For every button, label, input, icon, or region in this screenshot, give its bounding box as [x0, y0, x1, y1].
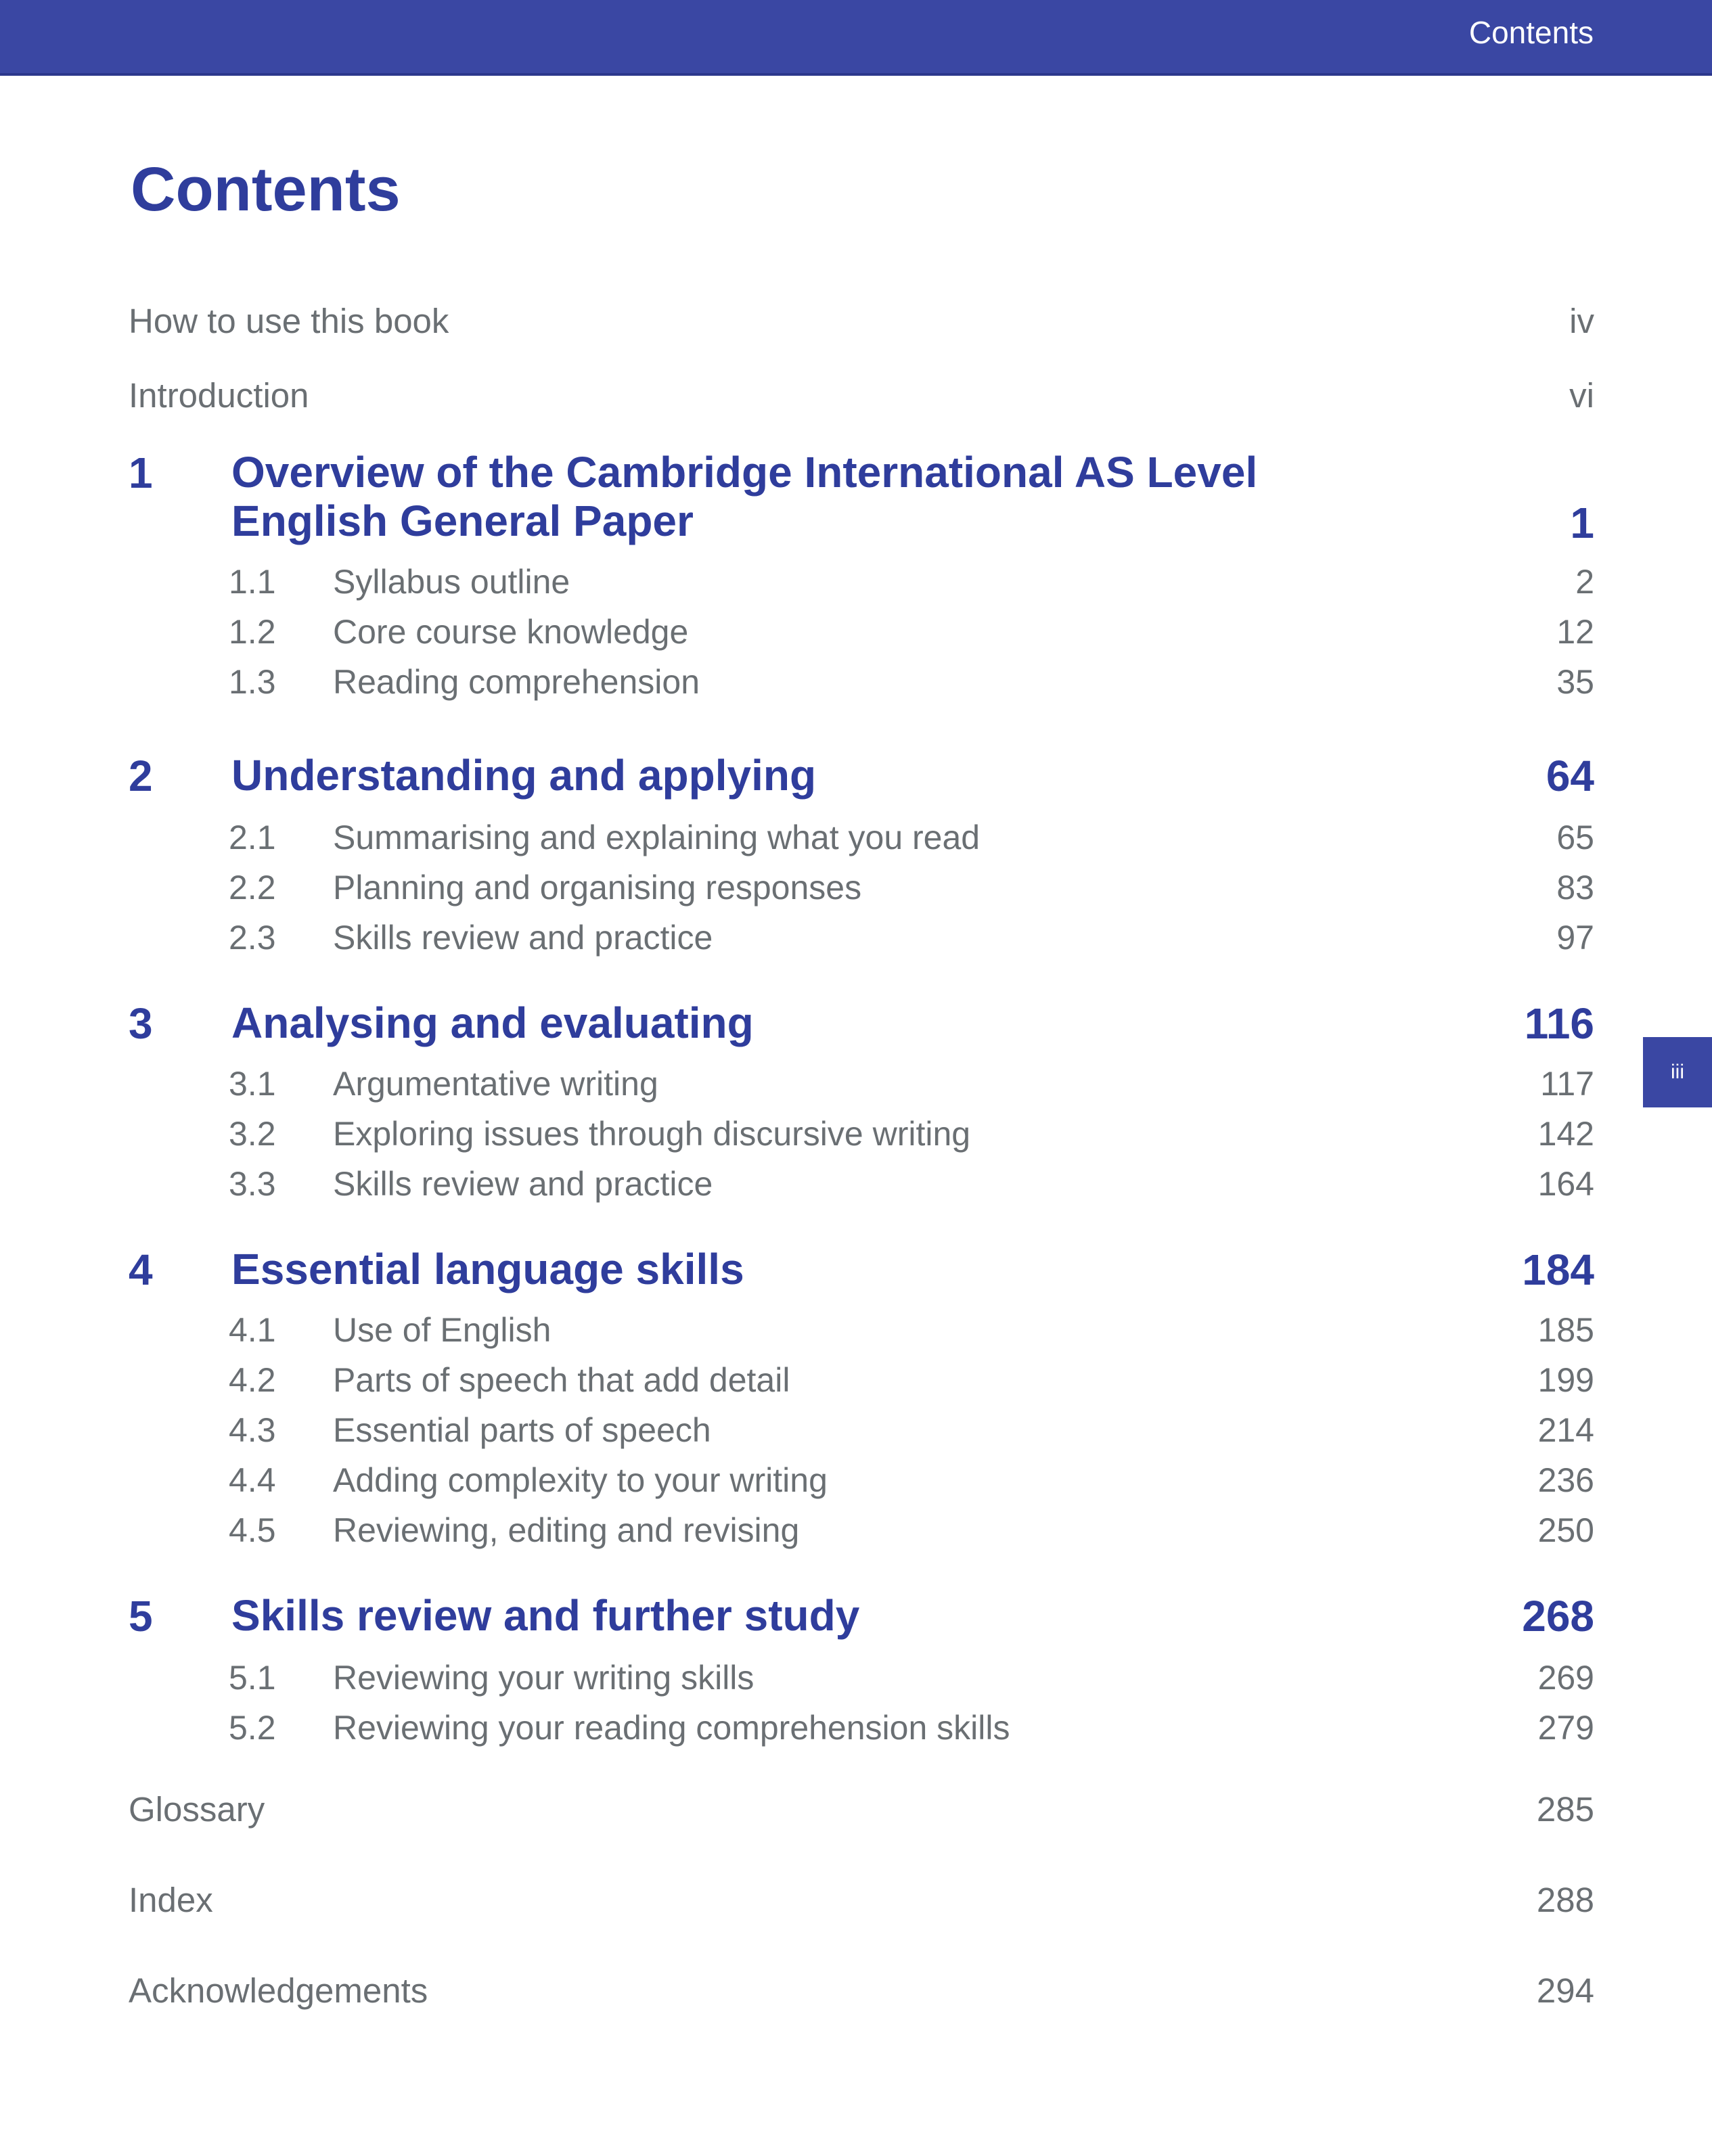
section-entry[interactable] — [229, 1307, 1594, 1353]
section-page: 214 — [1537, 1411, 1594, 1449]
section-title: Skills review and practice — [333, 919, 713, 957]
chapter-number: 3 — [129, 999, 153, 1048]
section-title: Exploring issues through discursive writing — [333, 1115, 971, 1153]
section-entry[interactable] — [229, 1457, 1594, 1503]
section-entry[interactable] — [229, 559, 1594, 605]
section-title: Reading comprehension — [333, 663, 700, 701]
section-page: 279 — [1537, 1709, 1594, 1747]
section-page: 117 — [1540, 1065, 1594, 1103]
chapter-page: 184 — [1522, 1245, 1594, 1294]
section-page: 97 — [1556, 919, 1594, 957]
section-entry[interactable] — [229, 1655, 1594, 1701]
chapter-page: 268 — [1522, 1592, 1594, 1641]
section-page: 65 — [1556, 819, 1594, 856]
toc-entry-how-to-use[interactable] — [129, 298, 1594, 345]
section-number: 3.3 — [229, 1165, 276, 1203]
toc-entry-title: Glossary — [129, 1790, 265, 1829]
running-head: Contents — [1468, 15, 1594, 50]
chapter-title[interactable]: Skills review and further study — [231, 1591, 860, 1640]
section-title: Use of English — [333, 1311, 551, 1349]
chapter-title[interactable]: Essential language skills — [231, 1245, 744, 1293]
section-title: Adding complexity to your writing — [333, 1461, 828, 1499]
section-entry[interactable] — [229, 1061, 1594, 1107]
toc-entry-acknowledgements[interactable] — [129, 1967, 1594, 2015]
section-page: 250 — [1537, 1511, 1594, 1549]
section-page: 83 — [1556, 869, 1594, 907]
section-entry[interactable] — [229, 915, 1594, 961]
section-page: 142 — [1537, 1115, 1594, 1153]
chapter-number: 2 — [129, 752, 153, 800]
section-page: 164 — [1537, 1165, 1594, 1203]
toc-entry-title: Introduction — [129, 376, 309, 415]
chapter-page: 1 — [1570, 499, 1594, 547]
section-number: 2.3 — [229, 919, 276, 957]
section-number: 1.2 — [229, 613, 276, 651]
section-title: Parts of speech that add detail — [333, 1361, 790, 1399]
section-number: 5.2 — [229, 1709, 276, 1747]
section-title: Skills review and practice — [333, 1165, 713, 1203]
toc-entry-page: 285 — [1536, 1790, 1594, 1829]
section-number: 1.1 — [229, 563, 276, 601]
section-title: Syllabus outline — [333, 563, 570, 601]
section-number: 4.5 — [229, 1511, 276, 1549]
section-title: Reviewing your writing skills — [333, 1659, 754, 1697]
toc-entry-page: 294 — [1536, 1971, 1594, 2010]
page-number-tab: iii — [1643, 1037, 1712, 1107]
section-number: 5.1 — [229, 1659, 276, 1697]
section-entry[interactable] — [229, 659, 1594, 705]
section-page: 2 — [1575, 563, 1594, 601]
toc-entry-title: Acknowledgements — [129, 1971, 428, 2010]
header-bar — [0, 0, 1712, 76]
toc-entry-introduction[interactable] — [129, 372, 1594, 419]
section-entry[interactable] — [229, 1111, 1594, 1157]
section-number: 4.4 — [229, 1461, 276, 1499]
section-number: 2.1 — [229, 819, 276, 856]
section-number: 4.1 — [229, 1311, 276, 1349]
section-number: 3.2 — [229, 1115, 276, 1153]
section-number: 4.3 — [229, 1411, 276, 1449]
chapter-number: 5 — [129, 1592, 153, 1641]
toc-entry-page: 288 — [1536, 1881, 1594, 1919]
section-title: Reviewing, editing and revising — [333, 1511, 800, 1549]
section-page: 35 — [1556, 663, 1594, 701]
section-entry[interactable] — [229, 1705, 1594, 1751]
chapter-title[interactable]: Overview of the Cambridge International AS Level English General Paper — [231, 448, 1258, 545]
section-title: Argumentative writing — [333, 1065, 658, 1103]
section-title: Reviewing your reading comprehension skills — [333, 1709, 1010, 1747]
section-entry[interactable] — [229, 865, 1594, 911]
section-entry[interactable] — [229, 1507, 1594, 1553]
section-number: 1.3 — [229, 663, 276, 701]
section-number: 3.1 — [229, 1065, 276, 1103]
toc-entry-glossary[interactable] — [129, 1786, 1594, 1833]
section-entry[interactable] — [229, 815, 1594, 861]
chapter-page: 116 — [1524, 999, 1594, 1048]
section-page: 12 — [1556, 613, 1594, 651]
chapter-title[interactable]: Understanding and applying — [231, 751, 817, 800]
section-entry[interactable] — [229, 609, 1594, 655]
section-entry[interactable] — [229, 1161, 1594, 1207]
chapter-page: 64 — [1546, 752, 1594, 800]
toc-entry-page: iv — [1569, 302, 1594, 340]
section-title: Summarising and explaining what you read — [333, 819, 981, 856]
section-title: Planning and organising responses — [333, 869, 862, 907]
section-entry[interactable] — [229, 1407, 1594, 1453]
toc-entry-title: How to use this book — [129, 302, 449, 340]
chapter-number: 1 — [129, 449, 153, 497]
section-page: 236 — [1537, 1461, 1594, 1499]
section-number: 2.2 — [229, 869, 276, 907]
section-number: 4.2 — [229, 1361, 276, 1399]
chapter-title[interactable]: Analysing and evaluating — [231, 999, 754, 1047]
section-page: 199 — [1537, 1361, 1594, 1399]
chapter-number: 4 — [129, 1245, 153, 1294]
section-page: 185 — [1537, 1311, 1594, 1349]
page-title: Contents — [131, 155, 401, 224]
section-entry[interactable] — [229, 1357, 1594, 1403]
section-title: Core course knowledge — [333, 613, 689, 651]
toc-entry-title: Index — [129, 1881, 213, 1919]
toc-entry-page: vi — [1569, 376, 1594, 415]
section-title: Essential parts of speech — [333, 1411, 711, 1449]
section-page: 269 — [1537, 1659, 1594, 1697]
toc-entry-index[interactable] — [129, 1877, 1594, 1924]
